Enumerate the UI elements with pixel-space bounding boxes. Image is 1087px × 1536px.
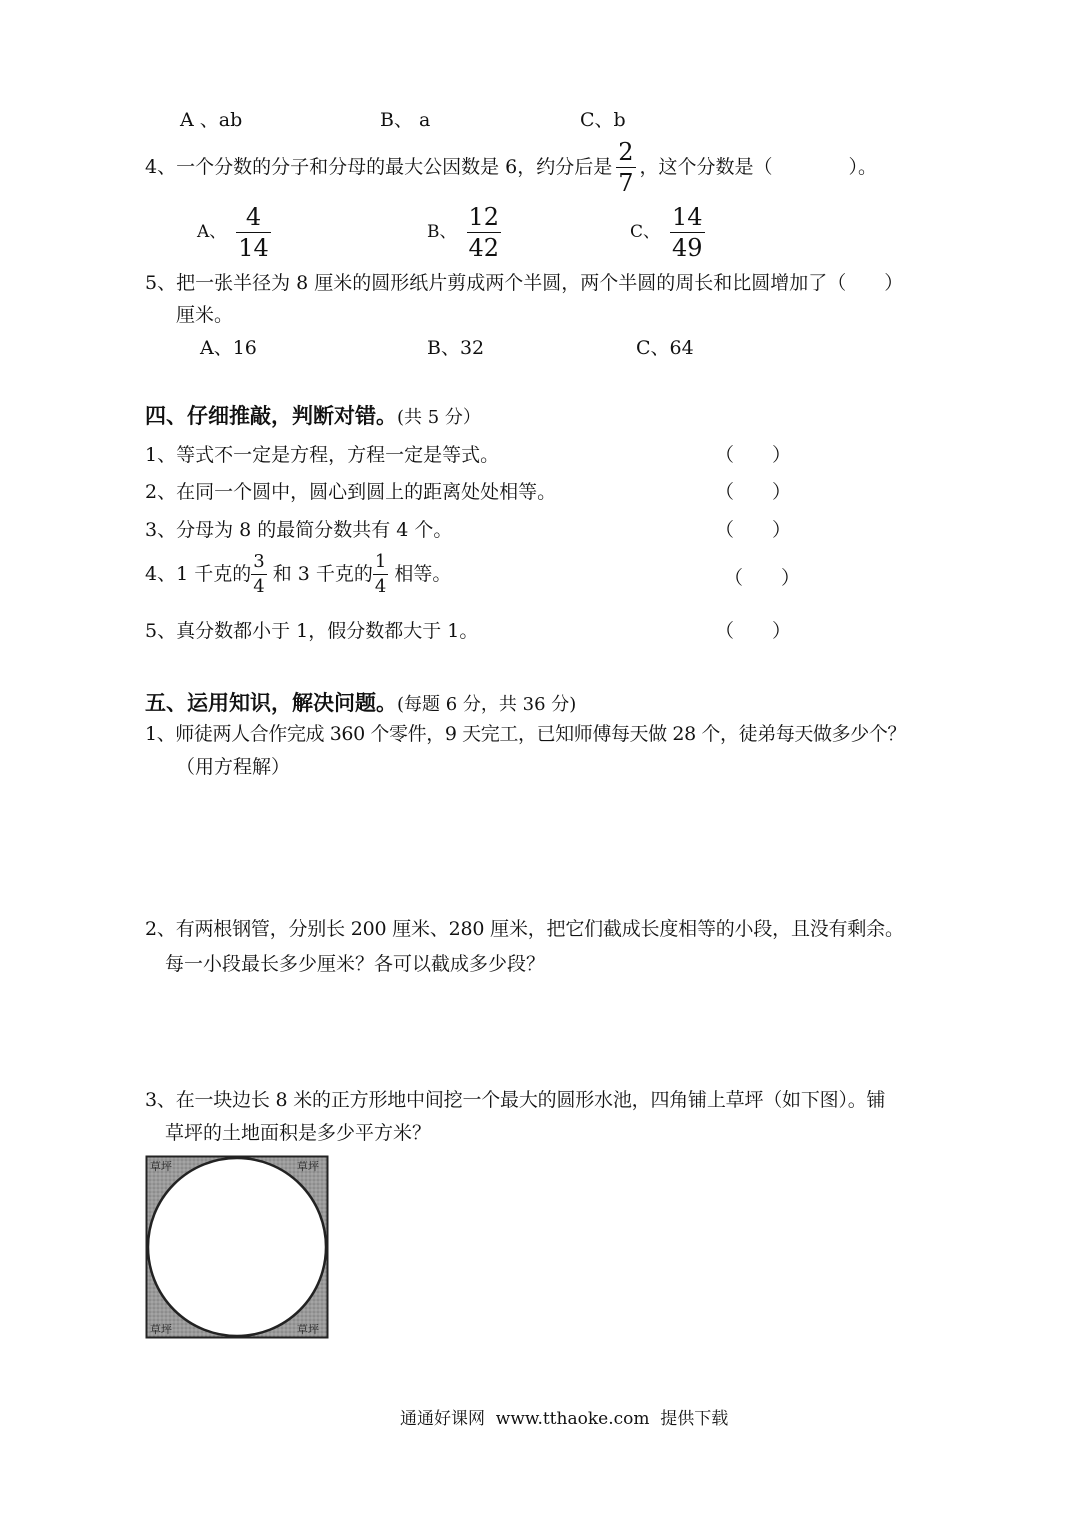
judge-item-4 bbox=[145, 553, 451, 596]
section-4-score: (共 5 分） bbox=[397, 407, 481, 428]
page-footer: 通通好课网 www.tthaoke.com 提供下载 bbox=[400, 1409, 729, 1429]
q3-option-b: B、 a bbox=[380, 109, 431, 131]
q5-line-2: 厘米。 bbox=[176, 304, 234, 326]
square-circle-figure bbox=[145, 1155, 329, 1339]
section-4-heading bbox=[145, 405, 481, 427]
judge-item-4-part3: 相等。 bbox=[388, 563, 452, 585]
q4-option-a-label: A、 bbox=[197, 222, 227, 242]
q4-option-b-num: 12 bbox=[468, 203, 500, 231]
judge-item-4-f2-num: 1 bbox=[373, 553, 388, 575]
q3-option-c: C、b bbox=[580, 109, 626, 131]
q4-fraction-den: 7 bbox=[618, 169, 634, 197]
judge-item-4-f1-num: 3 bbox=[251, 553, 266, 575]
question-4 bbox=[145, 140, 877, 195]
q4-option-b-fraction bbox=[467, 205, 502, 260]
q4-fraction bbox=[616, 140, 635, 195]
problem-2-line-1: 2、有两根钢管，分别长 200 厘米、280 厘米，把它们截成长度相等的小段，且没有剩余。 bbox=[145, 918, 904, 940]
problem-3-line-1: 3、在一块边长 8 米的正方形地中间挖一个最大的圆形水池，四角铺上草坪（如下图）。铺 bbox=[145, 1089, 886, 1111]
judge-paren-3[interactable]: （ ） bbox=[715, 519, 792, 541]
q4-option-a bbox=[197, 205, 271, 260]
q4-option-c bbox=[630, 205, 705, 260]
judge-item-4-part1: 4、1 千克的 bbox=[145, 563, 252, 585]
q4-fraction-num: 2 bbox=[618, 138, 634, 166]
judge-item-5: 5、真分数都小于 1，假分数都大于 1。 bbox=[145, 620, 479, 642]
section-5-score: (每题 6 分，共 36 分) bbox=[397, 694, 577, 715]
judge-paren-2[interactable]: （ ） bbox=[715, 481, 792, 503]
judge-item-2: 2、在同一个圆中，圆心到圆上的距离处处相等。 bbox=[145, 481, 557, 503]
judge-paren-5[interactable]: （ ） bbox=[715, 620, 792, 642]
q5-option-b: B、32 bbox=[427, 337, 485, 359]
lawn-label-top-left: 草坪 bbox=[150, 1160, 172, 1173]
q5-option-a: A、16 bbox=[200, 337, 257, 359]
q4-option-b-den: 42 bbox=[468, 234, 500, 262]
q3-option-a: A 、ab bbox=[180, 109, 243, 131]
problem-2-line-2: 每一小段最长多少厘米？各可以截成多少段？ bbox=[165, 953, 546, 975]
q4-option-c-label: C、 bbox=[630, 222, 661, 242]
judge-item-1: 1、等式不一定是方程，方程一定是等式。 bbox=[145, 444, 500, 466]
judge-paren-1[interactable]: （ ） bbox=[715, 444, 792, 466]
judge-item-4-fraction-2 bbox=[373, 553, 388, 596]
judge-item-4-f1-den: 4 bbox=[253, 576, 265, 597]
q4-option-c-fraction bbox=[670, 205, 705, 260]
q4-option-a-num: 4 bbox=[236, 205, 271, 233]
q4-option-b bbox=[427, 205, 501, 260]
judge-item-3: 3、分母为 8 的最简分数共有 4 个。 bbox=[145, 519, 453, 541]
q4-text-before: 4、一个分数的分子和分母的最大公因数是 6，约分后是 bbox=[145, 156, 613, 178]
q4-text-after: ，这个分数是（ ）。 bbox=[639, 156, 878, 178]
lawn-label-bottom-right: 草坪 bbox=[297, 1323, 319, 1336]
problem-3-line-2: 草坪的土地面积是多少平方米？ bbox=[165, 1122, 432, 1144]
section-5-heading bbox=[145, 692, 576, 714]
problem-1-line-1: 1、师徒两人合作完成 360 个零件，9 天完工，已知师傅每天做 28 个，徒弟每天做多少个？ bbox=[145, 723, 907, 745]
q4-option-b-label: B、 bbox=[427, 222, 457, 242]
q4-option-a-fraction bbox=[236, 205, 271, 260]
judge-item-4-fraction-1 bbox=[251, 553, 266, 596]
q5-option-c: C、64 bbox=[636, 337, 694, 359]
lawn-label-top-right: 草坪 bbox=[297, 1160, 319, 1173]
lawn-label-bottom-left: 草坪 bbox=[150, 1323, 172, 1336]
judge-paren-4[interactable]: （ ） bbox=[724, 567, 801, 589]
section-5-title: 五、运用知识，解决问题。 bbox=[145, 690, 397, 715]
problem-1-line-2: （用方程解） bbox=[176, 756, 291, 778]
judge-item-4-f2-den: 4 bbox=[374, 576, 387, 597]
section-4-title: 四、仔细推敲，判断对错。 bbox=[145, 403, 397, 428]
judge-item-4-part2: 和 3 千克的 bbox=[266, 563, 373, 585]
circular-pond bbox=[148, 1158, 326, 1336]
q4-option-c-den: 49 bbox=[672, 234, 703, 262]
q4-option-a-den: 14 bbox=[238, 234, 269, 262]
q5-line-1: 5、把一张半径为 8 厘米的圆形纸片剪成两个半圆，两个半圆的周长和比圆增加了（ ） bbox=[145, 272, 904, 294]
q4-option-c-num: 14 bbox=[672, 203, 703, 231]
